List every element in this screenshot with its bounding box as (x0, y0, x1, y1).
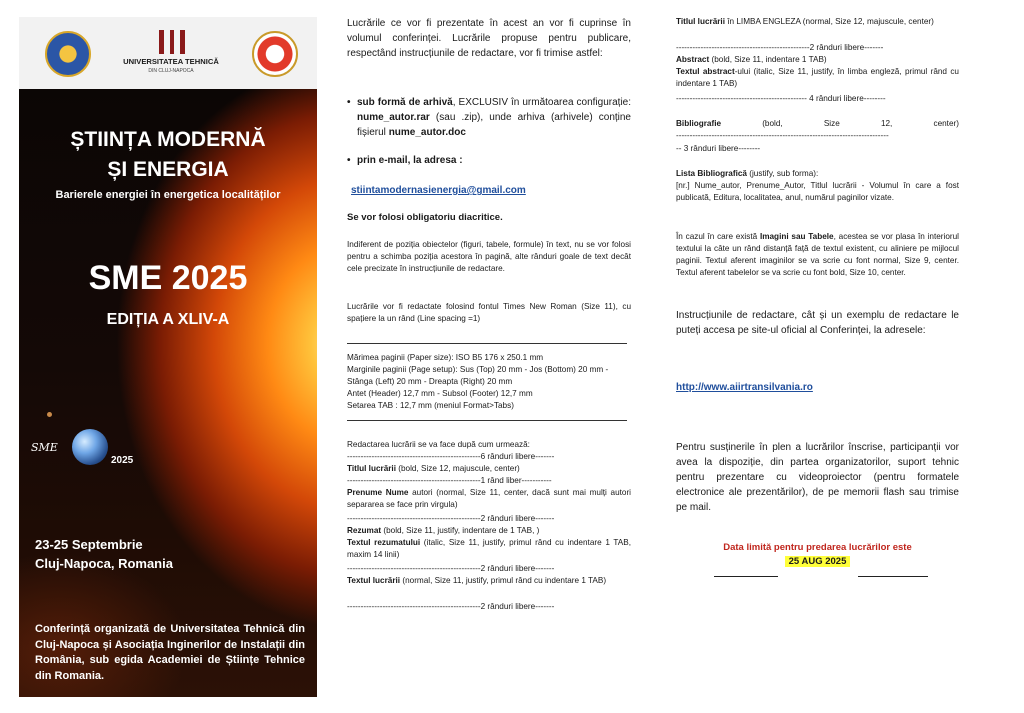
university-city: DIN CLUJ-NAPOCA (148, 68, 194, 74)
textrez-spec: Textul rezumatului (italic, Size 11, justify, primul rând cu indentare 1 TAB, maxim 14 linii) (347, 538, 631, 559)
deadline-date: 25 AUG 2025 (676, 556, 959, 568)
archive-file-doc: nume_autor.doc (388, 127, 466, 138)
event-dates: 23-25 Septembrie (35, 537, 143, 552)
bullet-archive: • sub formă de arhivă, EXCLUSIV în următoarea configurație: nume_autor.rar (sau .zip), unde arhiva (arhivele) conține fișierul nume_autor.doc (347, 97, 632, 138)
textlucr-spec: Textul lucrării (normal, Size 11, justify, primul rând cu indentare 1 TAB) (347, 576, 607, 585)
abstract-text-spec: Textul abstract-ului (italic, Size 11, justify, în limba engleză, primul rând cu indentare 1 TAB) (676, 67, 959, 88)
sep-2-lines-b: -------------------------------------------------2 rânduri libere------- (347, 564, 555, 573)
sep-2-lines-r: -------------------------------------------------2 rânduri libere------- (676, 43, 884, 52)
diacritics-note: Se vor folosi obligatoriu diacritice. (347, 212, 503, 223)
university-name: UNIVERSITATEA TEHNICĂ (123, 57, 219, 66)
deadline-underline-left (714, 576, 778, 577)
event-name: SME 2025 (88, 259, 248, 297)
structure-intro: Redactarea lucrării se va face după cum urmează: (347, 440, 530, 449)
edition: EDIȚIA A XLIV-A (106, 311, 230, 328)
academy-logo (45, 31, 91, 77)
sep-6-lines: -------------------------------------------------6 rânduri libere------- (347, 452, 555, 461)
archive-file-rar: nume_autor.rar (357, 112, 430, 123)
authors-spec: Prenume Nume autori (normal, Size 11, center, dacă sunt mai mulți autori separarea se face prin virgula) (347, 488, 631, 509)
sun-poster (19, 89, 317, 697)
margins-main: Marginile paginii (Page setup): Sus (Top) 20 mm - Jos (Bottom) 20 mm - Stânga (Left) 20 mm - Dreapta (Right) 20 mm (347, 365, 609, 386)
tab-setting: Setarea TAB : 12,7 mm (meniul Format>Tabs) (347, 401, 514, 410)
poster-title-line2: ȘI ENERGIA (107, 158, 229, 181)
intro-text: Lucrările ce vor fi prezentate în acest an vor fi cuprinse în volumul conferinței. Lucrările propuse pentru publicare, respectând instrucțiunile de redactare, vor fi trimise astfel: (347, 18, 631, 59)
divider-bottom (347, 420, 627, 421)
deadline-underline-right (858, 576, 928, 577)
title-en-spec: Titlul lucrării în LIMBA ENGLEZA (normal, Size 12, majuscule, center) (676, 17, 934, 26)
utcn-logo (159, 30, 185, 54)
logos-bar (19, 17, 317, 89)
font-note: Lucrările vor fi redactate folosind fontul Times New Roman (Size 11), cu spațiere la un rând (Line spacing =1) (347, 302, 631, 323)
biblio-spec: Bibliografie (bold, Size 12, center) (676, 119, 959, 128)
email-link[interactable]: stiintamodernasienergia@gmail.com (351, 185, 526, 196)
poster-subtitle: Barierele energiei în energetica localităților (55, 189, 281, 201)
deadline-label: Data limită pentru predarea lucrărilor este (723, 542, 912, 553)
poster-title-line1: ȘTIINȚA MODERNĂ (70, 128, 266, 151)
planet-dot (47, 412, 52, 417)
title-spec: Titlul lucrării (bold, Size 12, majuscule, center) (347, 464, 520, 473)
event-location: Cluj-Napoca, Romania (35, 556, 173, 571)
conference-poster (19, 17, 317, 697)
aiir-logo (252, 31, 298, 77)
biblio-list-spec: Lista Bibliografică (justify, sub forma): (676, 169, 819, 178)
bullet-email: • prin e-mail, la adresa : (347, 155, 463, 166)
sme-logo-year: 2025 (111, 455, 134, 466)
plenary-note: Pentru susținerile în plen a lucrărilor înscrise, participanții vor avea la dispoziție, din partea organizatorilor, suport tehnic pentru prezentare cu videoproiector (pentru formatele electronice ale prezentărilor), de pe memorii flash sau trimise pe mail. (676, 442, 959, 513)
sep-3-lines: -- 3 rânduri libere-------- (676, 144, 761, 153)
abstract-spec: Abstract (bold, Size 11, indentare 1 TAB) (676, 55, 827, 64)
sep-4-lines: ------------------------------------------------ 4 rânduri libere-------- (676, 94, 886, 103)
sep-long: ------------------------------------------------------------------------------ (676, 131, 889, 140)
rezumat-spec: Rezumat (bold, Size 11, justify, indentare de 1 TAB, ) (347, 526, 540, 535)
biblio-format: [nr.] Nume_autor, Prenume_Autor, Titlul lucrării - Volumul în care a fost publicată, Editura, localitatea, anul, numărul paginilor vizate. (676, 181, 959, 202)
sep-1-line: -------------------------------------------------1 rând liber----------- (347, 476, 552, 485)
sme-logo-text: SME (31, 441, 58, 454)
images-tables-note: În cazul în care există Imagini sau Tabele, acestea se vor plasa în interiorul textului la câte un rând distanță față de textul existent, cu aliniere pe mijlocul paginii. Textul aferent imaginilor se va scrie cu font normal, Size 9, center. Textul aferent tabelelor se va scrie cu font bold, Size 10, center. (676, 232, 959, 277)
position-note: Indiferent de poziția obiectelor (figuri, tabele, formule) în text, nu se vor folosi pentru a schimba poziția acestora în pagină, alte rânduri goale de text decât cele precizate în instrucțiunile de redactare. (347, 240, 631, 273)
instructions-note: Instrucțiunile de redactare, cât și un exemplu de redactare le puteți accesa pe site-ul oficial al Conferinței, la adresele: (676, 310, 959, 336)
website-link[interactable]: http://www.aiirtransilvania.ro (676, 382, 813, 393)
sep-2-lines-c: -------------------------------------------------2 rânduri libere------- (347, 602, 555, 611)
organizers: Conferință organizată de Universitatea Tehnică din Cluj-Napoca și Asociația Inginerilor de Instalații din România, sub egida Academiei de Științe Tehnice din Romania. (35, 623, 305, 682)
paper-size: Mărimea paginii (Paper size): ISO B5 176 x 250.1 mm (347, 353, 544, 362)
divider-top (347, 343, 627, 344)
margins-header-footer: Antet (Header) 12,7 mm - Subsol (Footer) 12,7 mm (347, 389, 533, 398)
archive-bold: sub formă de arhivă (357, 97, 453, 108)
earth-icon (72, 429, 108, 465)
sep-2-lines-a: -------------------------------------------------2 rânduri libere------- (347, 514, 555, 523)
